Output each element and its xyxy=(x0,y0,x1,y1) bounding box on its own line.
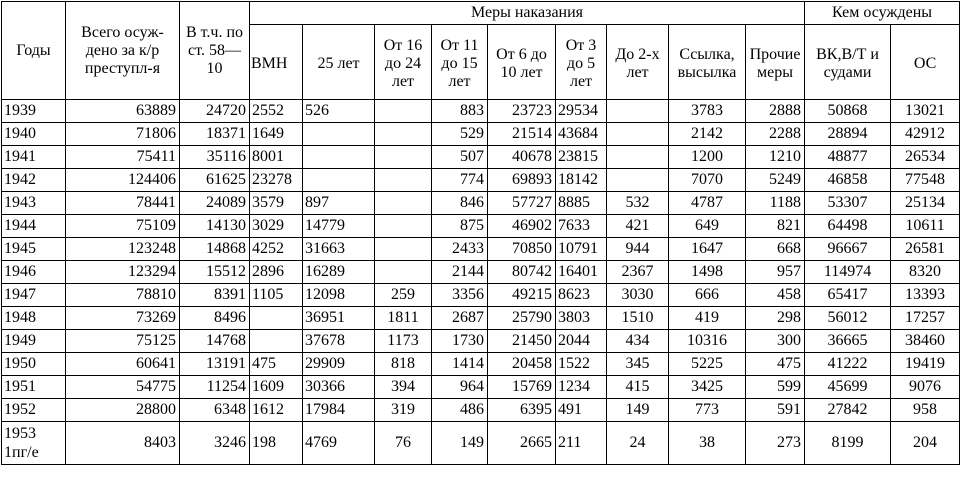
6-10-years-cell: 49215 xyxy=(488,284,556,307)
16-24-years-cell: 319 xyxy=(375,399,432,422)
os-cell: 26581 xyxy=(891,238,960,261)
header-6-10-years: От 6 до 10 лет xyxy=(488,25,556,100)
total-cell: 54775 xyxy=(66,376,180,399)
header-years: Годы xyxy=(2,2,66,100)
year-cell: 1953 1пг/е xyxy=(2,422,66,465)
year-cell: 1949 xyxy=(2,330,66,353)
total-cell: 124406 xyxy=(66,169,180,192)
6-10-years-cell: 20458 xyxy=(488,353,556,376)
25-years-cell: 36951 xyxy=(303,307,375,330)
11-15-years-cell: 1730 xyxy=(432,330,488,353)
11-15-years-cell: 846 xyxy=(432,192,488,215)
os-cell: 19419 xyxy=(891,353,960,376)
table-row xyxy=(2,169,960,192)
6-10-years-cell: 46902 xyxy=(488,215,556,238)
total-cell: 8403 xyxy=(66,422,180,465)
article-58-cell: 13191 xyxy=(180,353,250,376)
vk-courts-cell: 45699 xyxy=(805,376,891,399)
year-cell: 1946 xyxy=(2,261,66,284)
table-row xyxy=(2,100,960,123)
exile-cell: 3783 xyxy=(669,100,746,123)
article-58-cell: 14768 xyxy=(180,330,250,353)
exile-cell: 1498 xyxy=(669,261,746,284)
header-vk-courts: ВК,В/Т и судами xyxy=(805,25,891,100)
16-24-years-cell xyxy=(375,215,432,238)
other-measures-cell: 298 xyxy=(746,307,805,330)
25-years-cell: 37678 xyxy=(303,330,375,353)
os-cell: 17257 xyxy=(891,307,960,330)
article-58-cell: 11254 xyxy=(180,376,250,399)
16-24-years-cell: 818 xyxy=(375,353,432,376)
vk-courts-cell: 8199 xyxy=(805,422,891,465)
6-10-years-cell: 57727 xyxy=(488,192,556,215)
up-to-2-years-cell: 944 xyxy=(607,238,669,261)
total-cell: 78810 xyxy=(66,284,180,307)
vmn-cell: 1609 xyxy=(250,376,303,399)
header-row-groups xyxy=(2,2,960,25)
exile-cell: 3425 xyxy=(669,376,746,399)
11-15-years-cell: 1414 xyxy=(432,353,488,376)
exile-cell: 1200 xyxy=(669,146,746,169)
16-24-years-cell: 1811 xyxy=(375,307,432,330)
exile-cell: 1647 xyxy=(669,238,746,261)
os-cell: 8320 xyxy=(891,261,960,284)
vk-courts-cell: 41222 xyxy=(805,353,891,376)
table-row xyxy=(2,422,960,465)
16-24-years-cell xyxy=(375,169,432,192)
25-years-cell: 31663 xyxy=(303,238,375,261)
other-measures-cell: 5249 xyxy=(746,169,805,192)
11-15-years-cell: 486 xyxy=(432,399,488,422)
header-exile: Ссылка, высылка xyxy=(669,25,746,100)
3-5-years-cell: 3803 xyxy=(556,307,607,330)
sentencing-statistics-table xyxy=(1,1,960,465)
article-58-cell: 6348 xyxy=(180,399,250,422)
exile-cell: 773 xyxy=(669,399,746,422)
vk-courts-cell: 53307 xyxy=(805,192,891,215)
vmn-cell: 8001 xyxy=(250,146,303,169)
3-5-years-cell: 43684 xyxy=(556,123,607,146)
3-5-years-cell: 16401 xyxy=(556,261,607,284)
vk-courts-cell: 50868 xyxy=(805,100,891,123)
total-cell: 123294 xyxy=(66,261,180,284)
6-10-years-cell: 40678 xyxy=(488,146,556,169)
16-24-years-cell: 76 xyxy=(375,422,432,465)
year-cell: 1950 xyxy=(2,353,66,376)
11-15-years-cell: 2687 xyxy=(432,307,488,330)
header-3-5-years: От 3 до 5 лет xyxy=(556,25,607,100)
11-15-years-cell: 774 xyxy=(432,169,488,192)
up-to-2-years-cell xyxy=(607,100,669,123)
25-years-cell xyxy=(303,169,375,192)
6-10-years-cell: 15769 xyxy=(488,376,556,399)
table-row xyxy=(2,238,960,261)
exile-cell: 419 xyxy=(669,307,746,330)
25-years-cell: 12098 xyxy=(303,284,375,307)
os-cell: 26534 xyxy=(891,146,960,169)
year-cell: 1940 xyxy=(2,123,66,146)
vk-courts-cell: 96667 xyxy=(805,238,891,261)
year-cell: 1943 xyxy=(2,192,66,215)
vmn-cell: 1105 xyxy=(250,284,303,307)
up-to-2-years-cell: 532 xyxy=(607,192,669,215)
exile-cell: 4787 xyxy=(669,192,746,215)
year-cell: 1951 xyxy=(2,376,66,399)
table-row xyxy=(2,399,960,422)
25-years-cell: 897 xyxy=(303,192,375,215)
other-measures-cell: 821 xyxy=(746,215,805,238)
other-measures-cell: 668 xyxy=(746,238,805,261)
3-5-years-cell: 8623 xyxy=(556,284,607,307)
os-cell: 13021 xyxy=(891,100,960,123)
article-58-cell: 61625 xyxy=(180,169,250,192)
vk-courts-cell: 65417 xyxy=(805,284,891,307)
16-24-years-cell: 1173 xyxy=(375,330,432,353)
article-58-cell: 24089 xyxy=(180,192,250,215)
3-5-years-cell: 10791 xyxy=(556,238,607,261)
total-cell: 71806 xyxy=(66,123,180,146)
year-cell: 1945 xyxy=(2,238,66,261)
other-measures-cell: 475 xyxy=(746,353,805,376)
3-5-years-cell: 1234 xyxy=(556,376,607,399)
table-row xyxy=(2,353,960,376)
16-24-years-cell xyxy=(375,261,432,284)
11-15-years-cell: 2144 xyxy=(432,261,488,284)
11-15-years-cell: 149 xyxy=(432,422,488,465)
16-24-years-cell xyxy=(375,238,432,261)
other-measures-cell: 2888 xyxy=(746,100,805,123)
article-58-cell: 8496 xyxy=(180,307,250,330)
header-os: ОС xyxy=(891,25,960,100)
25-years-cell: 526 xyxy=(303,100,375,123)
up-to-2-years-cell: 345 xyxy=(607,353,669,376)
16-24-years-cell: 259 xyxy=(375,284,432,307)
header-total-convicted: Всего осуж-дено за к/р преступл-я xyxy=(66,2,180,100)
vmn-cell: 3579 xyxy=(250,192,303,215)
other-measures-cell: 300 xyxy=(746,330,805,353)
total-cell: 75411 xyxy=(66,146,180,169)
header-courts-group: Кем осуждены xyxy=(805,2,960,25)
total-cell: 75109 xyxy=(66,215,180,238)
vmn-cell: 1612 xyxy=(250,399,303,422)
6-10-years-cell: 21450 xyxy=(488,330,556,353)
3-5-years-cell: 1522 xyxy=(556,353,607,376)
total-cell: 73269 xyxy=(66,307,180,330)
16-24-years-cell xyxy=(375,192,432,215)
total-cell: 63889 xyxy=(66,100,180,123)
table-row xyxy=(2,146,960,169)
vk-courts-cell: 64498 xyxy=(805,215,891,238)
article-58-cell: 14130 xyxy=(180,215,250,238)
total-cell: 75125 xyxy=(66,330,180,353)
vmn-cell: 198 xyxy=(250,422,303,465)
os-cell: 77548 xyxy=(891,169,960,192)
up-to-2-years-cell xyxy=(607,146,669,169)
11-15-years-cell: 507 xyxy=(432,146,488,169)
3-5-years-cell: 211 xyxy=(556,422,607,465)
11-15-years-cell: 964 xyxy=(432,376,488,399)
other-measures-cell: 2288 xyxy=(746,123,805,146)
vmn-cell xyxy=(250,330,303,353)
vk-courts-cell: 28894 xyxy=(805,123,891,146)
os-cell: 25134 xyxy=(891,192,960,215)
table-body xyxy=(2,100,960,465)
up-to-2-years-cell: 434 xyxy=(607,330,669,353)
11-15-years-cell: 3356 xyxy=(432,284,488,307)
vk-courts-cell: 56012 xyxy=(805,307,891,330)
vmn-cell: 23278 xyxy=(250,169,303,192)
article-58-cell: 18371 xyxy=(180,123,250,146)
header-25-years: 25 лет xyxy=(303,25,375,100)
year-cell: 1947 xyxy=(2,284,66,307)
year-cell: 1944 xyxy=(2,215,66,238)
exile-cell: 666 xyxy=(669,284,746,307)
other-measures-cell: 458 xyxy=(746,284,805,307)
exile-cell: 10316 xyxy=(669,330,746,353)
up-to-2-years-cell xyxy=(607,123,669,146)
year-cell: 1939 xyxy=(2,100,66,123)
header-punishments-group: Меры наказания xyxy=(250,2,805,25)
vmn-cell xyxy=(250,307,303,330)
25-years-cell: 16289 xyxy=(303,261,375,284)
vmn-cell: 2896 xyxy=(250,261,303,284)
vk-courts-cell: 36665 xyxy=(805,330,891,353)
year-cell: 1952 xyxy=(2,399,66,422)
up-to-2-years-cell: 1510 xyxy=(607,307,669,330)
year-cell: 1941 xyxy=(2,146,66,169)
6-10-years-cell: 80742 xyxy=(488,261,556,284)
25-years-cell: 14779 xyxy=(303,215,375,238)
table-row xyxy=(2,307,960,330)
3-5-years-cell: 23815 xyxy=(556,146,607,169)
table-row xyxy=(2,284,960,307)
vmn-cell: 3029 xyxy=(250,215,303,238)
16-24-years-cell xyxy=(375,123,432,146)
os-cell: 10611 xyxy=(891,215,960,238)
up-to-2-years-cell: 3030 xyxy=(607,284,669,307)
3-5-years-cell: 29534 xyxy=(556,100,607,123)
article-58-cell: 8391 xyxy=(180,284,250,307)
6-10-years-cell: 70850 xyxy=(488,238,556,261)
25-years-cell: 29909 xyxy=(303,353,375,376)
25-years-cell xyxy=(303,123,375,146)
article-58-cell: 3246 xyxy=(180,422,250,465)
other-measures-cell: 599 xyxy=(746,376,805,399)
vmn-cell: 475 xyxy=(250,353,303,376)
6-10-years-cell: 23723 xyxy=(488,100,556,123)
header-vmn: ВМН xyxy=(250,25,303,100)
16-24-years-cell xyxy=(375,146,432,169)
table-row xyxy=(2,330,960,353)
os-cell: 13393 xyxy=(891,284,960,307)
6-10-years-cell: 6395 xyxy=(488,399,556,422)
year-cell: 1942 xyxy=(2,169,66,192)
3-5-years-cell: 7633 xyxy=(556,215,607,238)
16-24-years-cell xyxy=(375,100,432,123)
vk-courts-cell: 46858 xyxy=(805,169,891,192)
header-16-24-years: От 16 до 24 лет xyxy=(375,25,432,100)
article-58-cell: 15512 xyxy=(180,261,250,284)
11-15-years-cell: 2433 xyxy=(432,238,488,261)
other-measures-cell: 1210 xyxy=(746,146,805,169)
25-years-cell xyxy=(303,146,375,169)
exile-cell: 649 xyxy=(669,215,746,238)
total-cell: 28800 xyxy=(66,399,180,422)
3-5-years-cell: 18142 xyxy=(556,169,607,192)
up-to-2-years-cell: 415 xyxy=(607,376,669,399)
total-cell: 60641 xyxy=(66,353,180,376)
11-15-years-cell: 875 xyxy=(432,215,488,238)
3-5-years-cell: 491 xyxy=(556,399,607,422)
vmn-cell: 1649 xyxy=(250,123,303,146)
11-15-years-cell: 529 xyxy=(432,123,488,146)
total-cell: 78441 xyxy=(66,192,180,215)
6-10-years-cell: 2665 xyxy=(488,422,556,465)
total-cell: 123248 xyxy=(66,238,180,261)
up-to-2-years-cell: 24 xyxy=(607,422,669,465)
25-years-cell: 4769 xyxy=(303,422,375,465)
other-measures-cell: 273 xyxy=(746,422,805,465)
os-cell: 9076 xyxy=(891,376,960,399)
11-15-years-cell: 883 xyxy=(432,100,488,123)
os-cell: 958 xyxy=(891,399,960,422)
25-years-cell: 17984 xyxy=(303,399,375,422)
header-other-measures: Прочие меры xyxy=(746,25,805,100)
article-58-cell: 35116 xyxy=(180,146,250,169)
os-cell: 204 xyxy=(891,422,960,465)
exile-cell: 5225 xyxy=(669,353,746,376)
other-measures-cell: 957 xyxy=(746,261,805,284)
year-cell: 1948 xyxy=(2,307,66,330)
vmn-cell: 2552 xyxy=(250,100,303,123)
vmn-cell: 4252 xyxy=(250,238,303,261)
25-years-cell: 30366 xyxy=(303,376,375,399)
vk-courts-cell: 27842 xyxy=(805,399,891,422)
up-to-2-years-cell: 421 xyxy=(607,215,669,238)
6-10-years-cell: 21514 xyxy=(488,123,556,146)
up-to-2-years-cell: 149 xyxy=(607,399,669,422)
table-row xyxy=(2,123,960,146)
3-5-years-cell: 2044 xyxy=(556,330,607,353)
3-5-years-cell: 8885 xyxy=(556,192,607,215)
vk-courts-cell: 48877 xyxy=(805,146,891,169)
exile-cell: 2142 xyxy=(669,123,746,146)
vk-courts-cell: 114974 xyxy=(805,261,891,284)
article-58-cell: 14868 xyxy=(180,238,250,261)
exile-cell: 7070 xyxy=(669,169,746,192)
os-cell: 42912 xyxy=(891,123,960,146)
6-10-years-cell: 69893 xyxy=(488,169,556,192)
up-to-2-years-cell: 2367 xyxy=(607,261,669,284)
exile-cell: 38 xyxy=(669,422,746,465)
other-measures-cell: 591 xyxy=(746,399,805,422)
header-11-15-years: От 11 до 15 лет xyxy=(432,25,488,100)
table-row xyxy=(2,261,960,284)
table-row xyxy=(2,376,960,399)
16-24-years-cell: 394 xyxy=(375,376,432,399)
header-up-to-2-years: До 2-х лет xyxy=(607,25,669,100)
header-article-58: В т.ч. по ст. 58— 10 xyxy=(180,2,250,100)
up-to-2-years-cell xyxy=(607,169,669,192)
os-cell: 38460 xyxy=(891,330,960,353)
6-10-years-cell: 25790 xyxy=(488,307,556,330)
table-row xyxy=(2,192,960,215)
article-58-cell: 24720 xyxy=(180,100,250,123)
other-measures-cell: 1188 xyxy=(746,192,805,215)
table-row xyxy=(2,215,960,238)
